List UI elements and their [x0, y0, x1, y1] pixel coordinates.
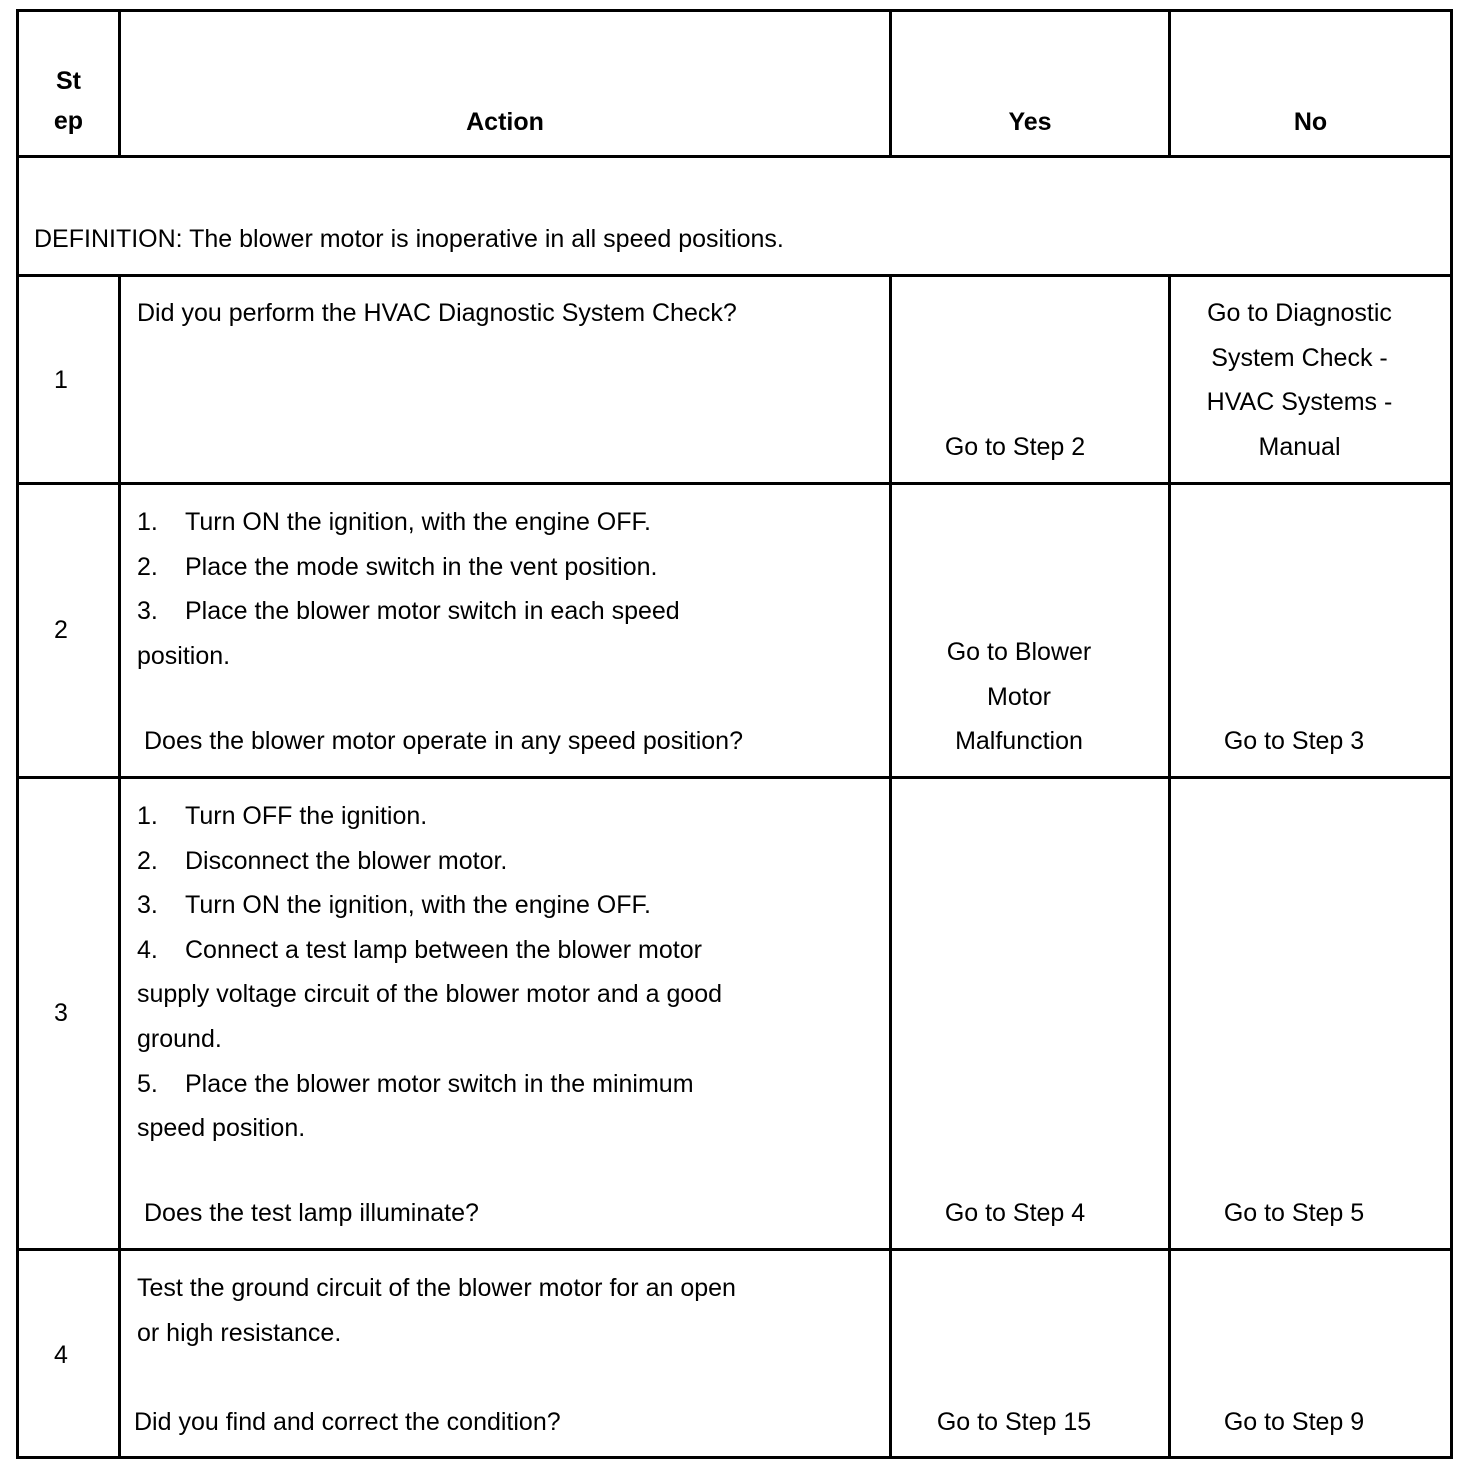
table-border-top — [16, 9, 1453, 12]
header-yes: Yes — [1008, 108, 1052, 136]
definition-text: DEFINITION: The blower motor is inoperative in all speed positions. — [34, 225, 784, 253]
action-question: Does the blower motor operate in any speed position? — [144, 727, 743, 755]
yes-result: Go to Step 15 — [936, 1408, 1092, 1436]
table-border-right — [1450, 9, 1453, 1459]
list-item: 2. Place the mode switch in the vent position. — [137, 552, 658, 581]
list-item: 5. Place the blower motor switch in the minimum — [137, 1069, 694, 1098]
no-result: Go to Diagnostic System Check - HVAC Systems - Manual — [1206, 299, 1393, 461]
header-action: Action — [466, 108, 544, 136]
step-number: 2 — [54, 616, 68, 644]
action-text: Test the ground circuit of the blower motor for an open or high resistance. — [137, 1274, 736, 1347]
step-number: 1 — [54, 366, 68, 394]
header-no: No — [1293, 108, 1328, 136]
step-number: 4 — [54, 1341, 68, 1369]
list-item: 2. Disconnect the blower motor. — [137, 846, 508, 875]
list-item: 3. Turn ON the ignition, with the engine OFF. — [137, 891, 651, 920]
no-result: Go to Step 5 — [1223, 1199, 1365, 1227]
row1-divider — [16, 482, 1453, 485]
step-col-divider — [118, 274, 121, 1459]
definition-divider — [16, 274, 1453, 277]
header-step: St ep — [53, 67, 84, 135]
table-border-left — [16, 9, 19, 1459]
no-result: Go to Step 3 — [1223, 727, 1365, 755]
action-steps: 1. Turn OFF the ignition. 2. Disconnect the blower motor. 3. Turn ON the ignition, with the engine OFF. 4. Connect a test lamp between the blower motor supply voltage circuit of the blower motor and a good ground. 5. Place the blower motor switch in the minimum speed position. — [137, 794, 722, 1151]
list-item: 4. Connect a test lamp between the blower motor — [137, 935, 702, 964]
row3-divider — [16, 1248, 1453, 1251]
list-item: 1. Turn ON the ignition, with the engine OFF. — [137, 508, 651, 536]
yes-result: Go to Blower Motor Malfunction — [946, 638, 1092, 756]
header-divider — [16, 155, 1453, 158]
step-number: 3 — [54, 999, 68, 1027]
table-border-bottom — [16, 1456, 1453, 1459]
no-result: Go to Step 9 — [1223, 1408, 1365, 1436]
action-steps: 1. Turn ON the ignition, with the engine OFF. 2. Place the mode switch in the vent position. 3. Place the blower motor switch in each speed position. — [137, 500, 680, 678]
action-question: Does the test lamp illuminate? — [144, 1199, 479, 1227]
list-item: 1. Turn OFF the ignition. — [137, 802, 428, 830]
yes-result: Go to Step 2 — [944, 433, 1086, 461]
list-item: 3. Place the blower motor switch in each speed — [137, 597, 680, 626]
action-question: Did you perform the HVAC Diagnostic System Check? — [137, 299, 737, 327]
action-question: Did you find and correct the condition? — [134, 1408, 561, 1436]
yes-result: Go to Step 4 — [944, 1199, 1086, 1227]
row2-divider — [16, 776, 1453, 779]
